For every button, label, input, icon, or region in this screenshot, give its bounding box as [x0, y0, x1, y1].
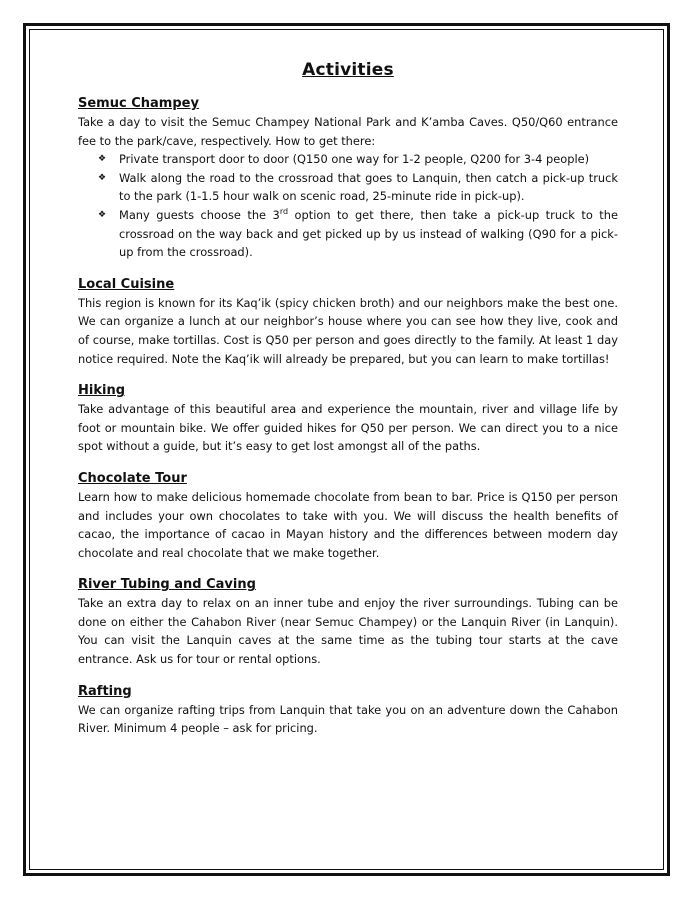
section-text: Take an extra day to relax on an inner tube and enjoy the river surroundings. Tubing can be done on either the Cahabon River (near Semuc Champey) or the Lanquin River (in Lanquin). You can visit the Lanquin caves at the same time as the tubing tour starts at the cave entrance. Ask us for tour or rental options. [78, 596, 618, 667]
list-item-text-end: option to get there, then take a pick-up truck to the crossroad on the way back and get picked up by us instead of walking (Q90 for a pick-up from the crossroad). [119, 207, 618, 260]
diamond-bullet-icon: ❖ [98, 172, 107, 183]
document-body [78, 60, 618, 753]
list-item [98, 169, 618, 206]
page-title: Activities [302, 60, 394, 80]
section-heading: Rafting [78, 683, 132, 699]
section-text: We can organize rafting trips from Lanquin that take you on an adventure down the Cahabon River. Minimum 4 people – ask for pricing. [78, 702, 618, 736]
transport-options-list [78, 150, 618, 262]
section-heading: Semuc Champey [78, 96, 199, 111]
list-item-text [119, 208, 618, 259]
section-text: Learn how to make delicious homemade chocolate from bean to bar. Price is Q150 per person and includes your own chocolates to take with you. We will discuss the health benefits of cacao, the importance of cacao in Mayan history and the differences between modern day chocolate and real chocolate that we make together. [78, 489, 618, 560]
section-text: Take advantage of this beautiful area and experience the mountain, river and village life by foot or mountain bike. We offer guided hikes for Q50 per person. We can direct you to a nice spot without a guide, but it’s easy to get lost amongst all of the paths. [78, 402, 618, 454]
section-local-cuisine [78, 277, 618, 368]
section-hiking [78, 383, 618, 456]
list-item [98, 206, 618, 262]
section-semuc-champey [78, 96, 618, 262]
section-text: This region is known for its Kaq’ik (spicy chicken broth) and our neighbors make the best one. We can organize a lunch at our neighbor’s house where you can see how they live, cook and of course, make tortillas. Cost is Q50 per person and goes directly to the family. At least 1 day notice required. Note the Kaq’ik will already be prepared, but you can learn to make tortillas! [78, 295, 618, 366]
section-heading: Local Cuisine [78, 276, 175, 292]
section-heading: Hiking [78, 383, 125, 399]
section-heading: River Tubing and Caving [78, 577, 256, 593]
ordinal-suffix: rd [279, 207, 289, 217]
list-item-text: Walk along the road to the crossroad that goes to Lanquin, then catch a pick-up truck to the park (1-1.5 hour walk on scenic road, 25-minute ride in pick-up). [119, 170, 618, 204]
list-item [98, 150, 618, 169]
diamond-bullet-icon: ❖ [98, 154, 107, 165]
section-river-tubing [78, 577, 618, 668]
section-intro: Take a day to visit the Semuc Champey National Park and K’amba Caves. Q50/Q60 entrance fee to the park/cave, respectively. How to get there: [78, 115, 618, 148]
list-item-text-start: Many guests choose the 3 [119, 207, 280, 222]
section-heading: Chocolate Tour [78, 470, 187, 486]
diamond-bullet-icon: ❖ [98, 209, 107, 220]
section-chocolate-tour [78, 471, 618, 562]
list-item-text: Private transport door to door (Q150 one way for 1-2 people, Q200 for 3-4 people) [119, 152, 590, 167]
section-rafting [78, 684, 618, 738]
